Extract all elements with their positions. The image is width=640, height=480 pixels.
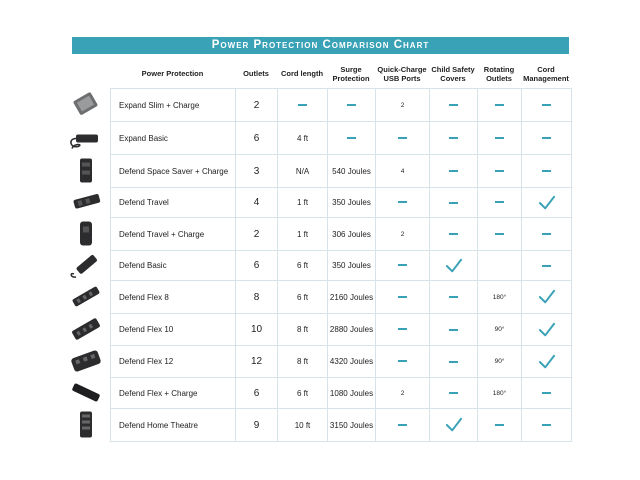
product-name: Defend Travel (111, 188, 236, 218)
product-name: Defend Flex 12 (111, 346, 236, 378)
cell-cord: 4 ft (278, 122, 328, 155)
cell-usb: 2 (376, 89, 430, 122)
table-row (111, 188, 572, 218)
table-row (111, 89, 572, 122)
product-image (68, 345, 104, 377)
dash-icon (298, 104, 307, 106)
cell-cordmgmt (522, 281, 572, 314)
dash-icon (542, 137, 551, 139)
cell-rotating (478, 89, 522, 122)
header-surge-line1: Surge (340, 64, 362, 74)
cell-surge: 350 Joules (328, 251, 376, 281)
cell-cordmgmt (522, 155, 572, 188)
cell-child (430, 314, 478, 346)
dash-icon (495, 424, 504, 426)
product-name: Expand Slim + Charge (111, 89, 236, 122)
chart-title: Power Protection Comparison Chart (72, 37, 569, 54)
product-image (68, 377, 104, 408)
dash-icon (449, 296, 458, 298)
dash-icon (398, 264, 407, 266)
cell-outlets: 2 (236, 89, 278, 122)
table-row (111, 409, 572, 442)
product-image (68, 217, 104, 250)
header-outlets: Outlets (243, 69, 269, 79)
cell-outlets: 6 (236, 122, 278, 155)
cell-cord: N/A (278, 155, 328, 188)
header-rotating-line2: Outlets (486, 74, 512, 83)
cell-cordmgmt (522, 409, 572, 442)
dash-icon (495, 233, 504, 235)
header-child-line2: Covers (440, 74, 466, 83)
header-cordmgmt-line1: Cord (537, 64, 555, 74)
cell-rotating: 180° (478, 281, 522, 314)
cell-outlets: 2 (236, 218, 278, 251)
header-rotating-outlets (477, 60, 521, 88)
dash-icon (398, 137, 407, 139)
cell-surge: 540 Joules (328, 155, 376, 188)
dash-icon (542, 233, 551, 235)
cell-outlets: 8 (236, 281, 278, 314)
cell-child (430, 122, 478, 155)
cell-child (430, 378, 478, 409)
dash-icon (398, 296, 407, 298)
product-image (68, 408, 104, 441)
cell-cord: 6 ft (278, 378, 328, 409)
check-icon (538, 289, 556, 305)
cell-outlets: 6 (236, 251, 278, 281)
dash-icon (398, 201, 407, 203)
cell-surge: 2880 Joules (328, 314, 376, 346)
check-icon (538, 322, 556, 338)
cell-outlets: 6 (236, 378, 278, 409)
dash-icon (449, 329, 458, 331)
cell-usb: 2 (376, 378, 430, 409)
header-cordmgmt-line2: Management (523, 74, 569, 83)
cell-cordmgmt (522, 251, 572, 281)
cell-surge: 350 Joules (328, 188, 376, 218)
cell-outlets: 10 (236, 314, 278, 346)
dash-icon (495, 201, 504, 203)
product-image (68, 313, 104, 345)
dash-icon (398, 360, 407, 362)
table-row (111, 281, 572, 314)
table-row (111, 314, 572, 346)
cell-usb: 4 (376, 155, 430, 188)
product-name: Defend Flex 8 (111, 281, 236, 314)
cell-cordmgmt (522, 188, 572, 218)
dash-icon (449, 202, 458, 204)
cell-rotating (478, 122, 522, 155)
dash-icon (542, 424, 551, 426)
cell-cordmgmt (522, 378, 572, 409)
header-surge-line2: Protection (332, 74, 370, 83)
cell-cord: 1 ft (278, 218, 328, 251)
cell-rotating (478, 409, 522, 442)
cell-rotating (478, 188, 522, 218)
dash-icon (347, 137, 356, 139)
header-cord-management (521, 60, 571, 88)
dash-icon (449, 170, 458, 172)
header-child-line1: Child Safety (431, 64, 475, 74)
product-name: Expand Basic (111, 122, 236, 155)
dash-icon (495, 170, 504, 172)
dash-icon (542, 265, 551, 267)
cell-cordmgmt (522, 346, 572, 378)
cell-outlets: 3 (236, 155, 278, 188)
header-surge-protection (327, 60, 375, 88)
cell-cord (278, 89, 328, 122)
check-icon (445, 417, 463, 433)
product-image (68, 121, 104, 154)
product-image (68, 280, 104, 313)
cell-child (430, 218, 478, 251)
cell-child (430, 281, 478, 314)
cell-child (430, 188, 478, 218)
cell-usb (376, 188, 430, 218)
product-name: Defend Flex + Charge (111, 378, 236, 409)
cell-outlets: 9 (236, 409, 278, 442)
cell-rotating: 90° (478, 346, 522, 378)
comparison-table (110, 88, 572, 442)
cell-usb: 2 (376, 218, 430, 251)
table-row (111, 218, 572, 251)
dash-icon (449, 137, 458, 139)
cell-cord: 8 ft (278, 346, 328, 378)
cell-outlets: 4 (236, 188, 278, 218)
cell-cord: 6 ft (278, 281, 328, 314)
cell-cord: 10 ft (278, 409, 328, 442)
cell-cordmgmt (522, 314, 572, 346)
cell-child (430, 89, 478, 122)
cell-rotating (478, 251, 522, 281)
dash-icon (449, 104, 458, 106)
check-icon (538, 195, 556, 211)
product-name: Defend Home Theatre (111, 409, 236, 442)
cell-rotating: 90° (478, 314, 522, 346)
cell-cord: 6 ft (278, 251, 328, 281)
product-image (68, 154, 104, 187)
cell-surge: 2160 Joules (328, 281, 376, 314)
cell-usb (376, 409, 430, 442)
product-name: Defend Basic (111, 251, 236, 281)
product-image (68, 88, 104, 121)
cell-rotating (478, 218, 522, 251)
cell-rotating: 180° (478, 378, 522, 409)
dash-icon (495, 104, 504, 106)
dash-icon (449, 233, 458, 235)
dash-icon (449, 392, 458, 394)
cell-child (430, 346, 478, 378)
dash-icon (398, 424, 407, 426)
header-usb-line2: USB Ports (383, 74, 421, 83)
cell-usb (376, 346, 430, 378)
header-power-protection: Power Protection (141, 69, 204, 79)
cell-outlets: 12 (236, 346, 278, 378)
product-name: Defend Space Saver + Charge (111, 155, 236, 188)
header-rotating-line1: Rotating (483, 64, 515, 74)
cell-cord: 1 ft (278, 188, 328, 218)
cell-cord: 8 ft (278, 314, 328, 346)
product-image (68, 250, 104, 280)
table-row (111, 122, 572, 155)
header-usb-ports (375, 60, 429, 88)
cell-cordmgmt (522, 122, 572, 155)
check-icon (538, 354, 556, 370)
cell-usb (376, 281, 430, 314)
table-row (111, 346, 572, 378)
table-row (111, 378, 572, 409)
header-cord-length: Cord length (280, 69, 324, 79)
dash-icon (542, 392, 551, 394)
product-name: Defend Flex 10 (111, 314, 236, 346)
cell-surge: 4320 Joules (328, 346, 376, 378)
product-image (68, 187, 104, 217)
header-usb-line1: Quick-Charge (377, 64, 427, 74)
cell-surge: 3150 Joules (328, 409, 376, 442)
dash-icon (542, 104, 551, 106)
cell-surge (328, 89, 376, 122)
dash-icon (398, 328, 407, 330)
dash-icon (542, 170, 551, 172)
cell-surge (328, 122, 376, 155)
table-row (111, 251, 572, 281)
cell-cordmgmt (522, 89, 572, 122)
cell-child (430, 409, 478, 442)
cell-usb (376, 251, 430, 281)
cell-surge: 306 Joules (328, 218, 376, 251)
dash-icon (495, 137, 504, 139)
cell-child (430, 155, 478, 188)
cell-cordmgmt (522, 218, 572, 251)
table-row (111, 155, 572, 188)
cell-child (430, 251, 478, 281)
cell-rotating (478, 155, 522, 188)
cell-surge: 1080 Joules (328, 378, 376, 409)
check-icon (445, 258, 463, 274)
dash-icon (347, 104, 356, 106)
cell-usb (376, 314, 430, 346)
dash-icon (449, 361, 458, 363)
product-name: Defend Travel + Charge (111, 218, 236, 251)
header-child-safety (429, 60, 477, 88)
cell-usb (376, 122, 430, 155)
